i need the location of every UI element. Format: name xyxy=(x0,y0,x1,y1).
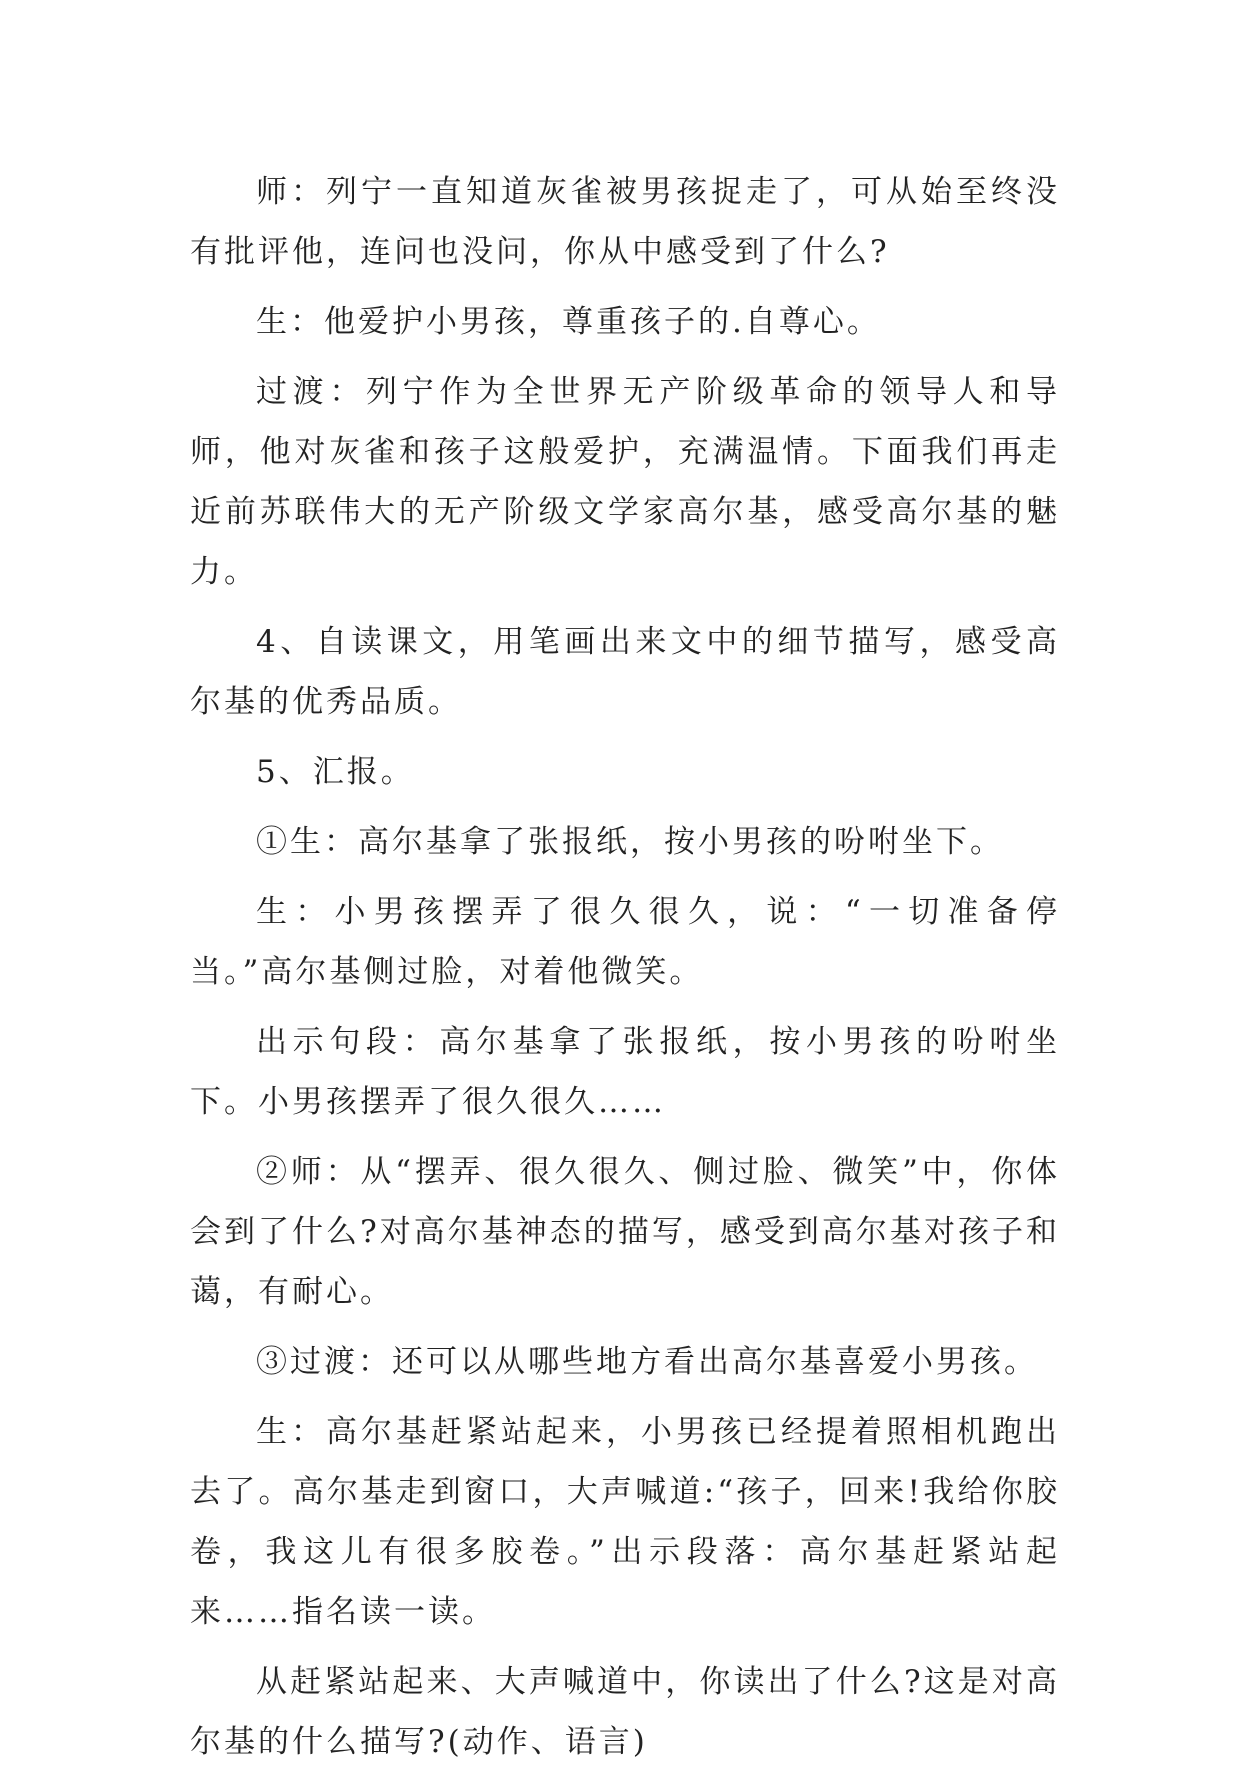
paragraph-final-question: 从赶紧站起来、大声喊道中，你读出了什么?这是对高尔基的什么描写?(动作、语言) xyxy=(190,1664,1060,1760)
paragraph-report-2: ②师：从“摆弄、很久很久、侧过脸、微笑”中，你体会到了什么?对高尔基神态的描写，感受到高尔基对孩子和蔼，有耐心。 xyxy=(190,1154,1060,1310)
paragraph-step-5: 5、汇报。 xyxy=(256,754,415,790)
paragraph-teacher-question: 师：列宁一直知道灰雀被男孩捉走了，可从始至终没有批评他，连问也没问，你从中感受到了什么? xyxy=(190,174,1060,270)
paragraph-report-1: ①生：高尔基拿了张报纸，按小男孩的吩咐坐下。 xyxy=(256,824,1004,860)
paragraph-student-window: 生：高尔基赶紧站起来，小男孩已经提着照相机跑出去了。高尔基走到窗口，大声喊道:“孩子，回来!我给你胶卷，我这儿有很多胶卷。”出示段落：高尔基赶紧站起来……指名读一读。 xyxy=(190,1414,1060,1630)
paragraph-student-answer: 生：他爱护小男孩，尊重孩子的.自尊心。 xyxy=(256,304,881,340)
paragraph-transition-lenin: 过渡：列宁作为全世界无产阶级革命的领导人和导师，他对灰雀和孩子这般爱护，充满温情。下面我们再走近前苏联伟大的无产阶级文学家高尔基，感受高尔基的魅力。 xyxy=(190,374,1060,590)
paragraph-step-4: 4、自读课文，用笔画出来文中的细节描写，感受高尔基的优秀品质。 xyxy=(190,624,1060,720)
paragraph-student-camera: 生：小男孩摆弄了很久很久，说：“一切准备停当。”高尔基侧过脸，对着他微笑。 xyxy=(190,894,1060,990)
paragraph-show-sentence: 出示句段：高尔基拿了张报纸，按小男孩的吩咐坐下。小男孩摆弄了很久很久…… xyxy=(190,1024,1060,1120)
document-body xyxy=(190,162,1060,1782)
paragraph-report-3: ③过渡：还可以从哪些地方看出高尔基喜爱小男孩。 xyxy=(256,1344,1038,1380)
